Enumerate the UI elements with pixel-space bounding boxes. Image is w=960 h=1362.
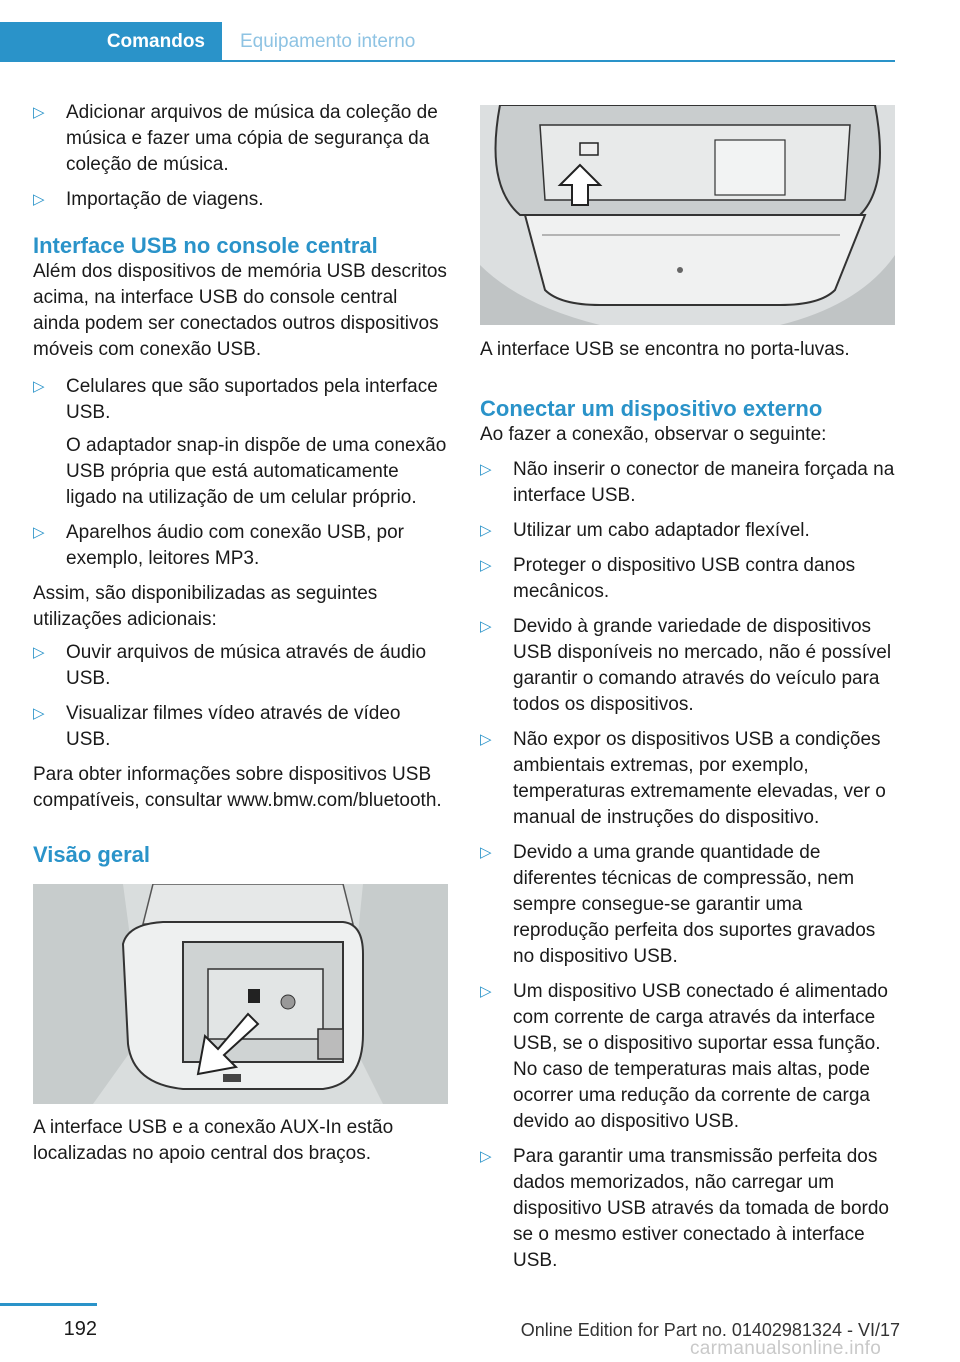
section-heading-connect: Conectar um dispositivo externo	[480, 396, 823, 421]
glovebox-illustration	[480, 105, 895, 325]
armrest-usb-image	[33, 884, 448, 1104]
tab-equipamento-interno[interactable]: Equipamento interno	[240, 31, 416, 52]
triangle-right-icon: ▷	[480, 461, 492, 478]
paragraph: Para obter informações sobre dispositivos USB compatíveis, consultar www.bmw.com/bluetooth.	[33, 764, 442, 811]
triangle-right-icon: ▷	[33, 524, 45, 541]
bullet-list	[33, 100, 448, 213]
list-item: ▷ Devido à grande variedade de dispositivos USB disponíveis no mercado, não é possível garantir o comando através do veículo para todos os dispositivos.	[480, 616, 892, 715]
figure-caption: A interface USB e a conexão AUX-In estão localizadas no apoio central dos braços.	[33, 1117, 394, 1164]
paragraph: Assim, são disponibilizadas as seguintes utilizações adicionais:	[33, 583, 378, 630]
bullet-list	[33, 640, 448, 753]
section-heading-overview: Visão geral	[33, 842, 150, 867]
triangle-right-icon: ▷	[33, 644, 45, 661]
footer-divider	[0, 1303, 97, 1306]
triangle-right-icon: ▷	[33, 191, 45, 208]
triangle-right-icon: ▷	[480, 731, 492, 748]
triangle-right-icon: ▷	[480, 557, 492, 574]
triangle-right-icon: ▷	[480, 522, 492, 539]
page-number: 192	[63, 1318, 97, 1340]
figure-caption: A interface USB se encontra no porta-luvas.	[480, 339, 850, 360]
right-column	[480, 105, 895, 1283]
paragraph: Ao fazer a conexão, observar o seguinte:	[480, 424, 827, 445]
paragraph: Além dos dispositivos de memória USB descritos acima, na interface USB do console central ainda podem ser conectados outros dispositivos móveis com conexão USB.	[33, 261, 447, 360]
header-bar	[0, 22, 895, 62]
list-item: ▷ Não expor os dispositivos USB a condições ambientais extremas, por exemplo, temperaturas extremamente elevadas, ver o manual de instruções do dispositivo.	[480, 729, 886, 828]
list-item: ▷ Visualizar filmes vídeo através de vídeo USB.	[33, 703, 401, 750]
triangle-right-icon: ▷	[33, 705, 45, 722]
watermark: carmanualsonline.info	[690, 1338, 882, 1359]
list-item: ▷ Um dispositivo USB conectado é alimentado com corrente de carga através da interface USB, se o dispositivo suportar essa função. No caso de temperaturas mais altas, pode ocorrer uma redução da corrente de carga devido ao dispositivo USB.	[480, 981, 888, 1132]
section-heading-usb: Interface USB no console central	[33, 233, 378, 258]
triangle-right-icon: ▷	[480, 618, 492, 635]
list-item: ▷ Não inserir o conector de maneira forçada na interface USB.	[480, 459, 895, 506]
list-item: ▷ Devido a uma grande quantidade de diferentes técnicas de compressão, nem sempre consegue-se garantir uma reprodução perfeita dos suportes gravados no dispositivo USB.	[480, 842, 876, 967]
list-item: ▷ Para garantir uma transmissão perfeita dos dados memorizados, não carregar um dispositivo USB através da tomada de bordo se o mesmo estiver conectado à interface USB.	[480, 1146, 889, 1271]
left-column	[33, 100, 448, 1167]
triangle-right-icon: ▷	[33, 378, 45, 395]
list-item: ▷ Proteger o dispositivo USB contra danos mecânicos.	[480, 555, 856, 602]
bullet-list	[480, 457, 895, 1274]
triangle-right-icon: ▷	[480, 983, 492, 1000]
center-console-illustration	[33, 884, 448, 1104]
bullet-list	[33, 374, 448, 572]
list-item: ▷ Utilizar um cabo adaptador flexível.	[480, 518, 895, 544]
list-item: ▷ Importação de viagens.	[33, 187, 448, 213]
edition-note: Online Edition for Part no. 01402981324 - VI/17	[520, 1320, 900, 1340]
glovebox-usb-image	[480, 105, 895, 325]
tab-comandos[interactable]: Comandos	[0, 22, 222, 62]
list-item: ▷ Celulares que são suportados pela interface USB. O adaptador snap-in dispõe de uma conexão USB própria que está automaticamente ligado na utilização de um celular próprio.	[33, 374, 448, 511]
list-item: ▷ Ouvir arquivos de música através de áudio USB.	[33, 642, 427, 689]
list-item: ▷ Aparelhos áudio com conexão USB, por exemplo, leitores MP3.	[33, 522, 404, 569]
list-item: ▷ Adicionar arquivos de música da coleção de música e fazer uma cópia de segurança da coleção de música.	[33, 102, 438, 175]
list-item-subtext: O adaptador snap-in dispõe de uma conexão USB própria que está automaticamente ligado na utilização de um celular próprio.	[66, 435, 447, 508]
triangle-right-icon: ▷	[480, 844, 492, 861]
triangle-right-icon: ▷	[33, 104, 45, 121]
triangle-right-icon: ▷	[480, 1148, 492, 1165]
header-divider	[222, 60, 895, 62]
